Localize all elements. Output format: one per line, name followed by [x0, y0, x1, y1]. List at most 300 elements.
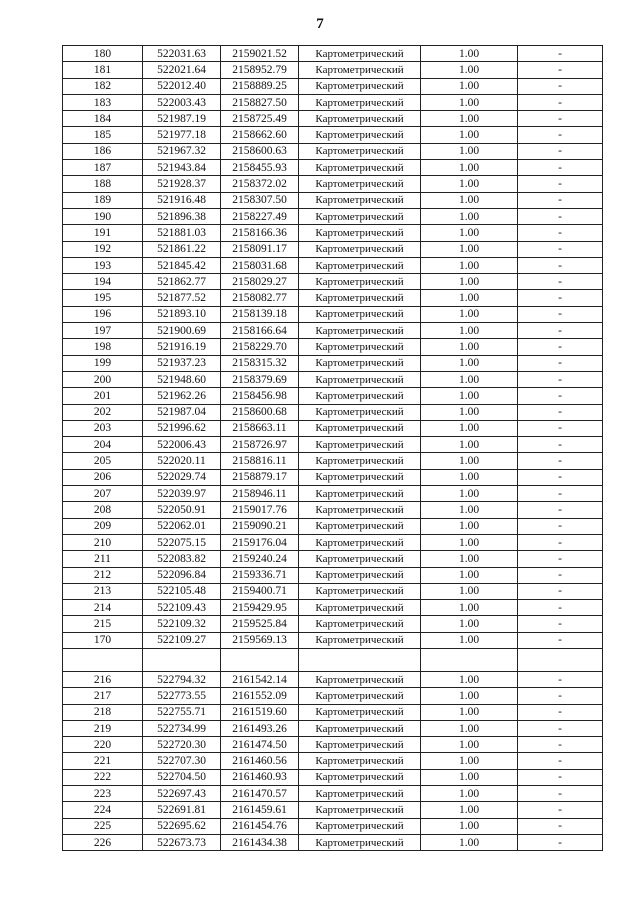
x-coordinate-cell: 522109.43 [143, 600, 221, 616]
precision-cell: 1.00 [421, 818, 518, 834]
method-cell: Картометрический [299, 274, 421, 290]
method-cell: Картометрический [299, 290, 421, 306]
y-coordinate-cell: 2161474.50 [221, 737, 299, 753]
point-number-cell: 205 [63, 453, 143, 469]
precision-cell: 1.00 [421, 257, 518, 273]
point-number-cell: 211 [63, 551, 143, 567]
group-separator [63, 648, 603, 671]
x-coordinate-cell: 522006.43 [143, 437, 221, 453]
point-number-cell: 192 [63, 241, 143, 257]
y-coordinate-cell: 2158946.11 [221, 486, 299, 502]
description-cell: - [518, 818, 603, 834]
precision-cell: 1.00 [421, 688, 518, 704]
precision-cell: 1.00 [421, 551, 518, 567]
y-coordinate-cell: 2159569.13 [221, 632, 299, 648]
precision-cell: 1.00 [421, 290, 518, 306]
method-cell: Картометрический [299, 567, 421, 583]
method-cell: Картометрический [299, 192, 421, 208]
x-coordinate-cell: 522695.62 [143, 818, 221, 834]
y-coordinate-cell: 2158029.27 [221, 274, 299, 290]
y-coordinate-cell: 2158889.25 [221, 78, 299, 94]
method-cell: Картометрический [299, 143, 421, 159]
table-row [63, 371, 603, 387]
method-cell: Картометрический [299, 388, 421, 404]
method-cell: Картометрический [299, 802, 421, 818]
x-coordinate-cell: 521916.19 [143, 339, 221, 355]
method-cell: Картометрический [299, 688, 421, 704]
table-row [63, 290, 603, 306]
description-cell: - [518, 46, 603, 62]
precision-cell: 1.00 [421, 518, 518, 534]
description-cell: - [518, 143, 603, 159]
precision-cell: 1.00 [421, 62, 518, 78]
method-cell: Картометрический [299, 486, 421, 502]
method-cell: Картометрический [299, 518, 421, 534]
y-coordinate-cell: 2161470.57 [221, 786, 299, 802]
precision-cell: 1.00 [421, 371, 518, 387]
point-number-cell: 181 [63, 62, 143, 78]
method-cell: Картометрический [299, 404, 421, 420]
point-number-cell: 221 [63, 753, 143, 769]
x-coordinate-cell: 522039.97 [143, 486, 221, 502]
x-coordinate-cell: 521987.19 [143, 111, 221, 127]
x-coordinate-cell: 522691.81 [143, 802, 221, 818]
precision-cell: 1.00 [421, 225, 518, 241]
precision-cell: 1.00 [421, 786, 518, 802]
y-coordinate-cell: 2159017.76 [221, 502, 299, 518]
description-cell: - [518, 306, 603, 322]
point-number-cell: 187 [63, 160, 143, 176]
point-number-cell: 195 [63, 290, 143, 306]
point-number-cell: 186 [63, 143, 143, 159]
point-number-cell: 202 [63, 404, 143, 420]
point-number-cell: 216 [63, 671, 143, 687]
table-row [63, 737, 603, 753]
description-cell: - [518, 802, 603, 818]
description-cell: - [518, 257, 603, 273]
x-coordinate-cell: 522031.63 [143, 46, 221, 62]
x-coordinate-cell: 522050.91 [143, 502, 221, 518]
precision-cell: 1.00 [421, 486, 518, 502]
y-coordinate-cell: 2159090.21 [221, 518, 299, 534]
x-coordinate-cell: 521877.52 [143, 290, 221, 306]
method-cell: Картометрический [299, 632, 421, 648]
x-coordinate-cell: 522029.74 [143, 469, 221, 485]
description-cell: - [518, 290, 603, 306]
y-coordinate-cell: 2158166.36 [221, 225, 299, 241]
precision-cell: 1.00 [421, 46, 518, 62]
point-number-cell: 203 [63, 420, 143, 436]
precision-cell: 1.00 [421, 769, 518, 785]
table-row [63, 818, 603, 834]
precision-cell: 1.00 [421, 339, 518, 355]
description-cell: - [518, 339, 603, 355]
y-coordinate-cell: 2158455.93 [221, 160, 299, 176]
y-coordinate-cell: 2158031.68 [221, 257, 299, 273]
description-cell: - [518, 111, 603, 127]
table-row [63, 94, 603, 110]
point-number-cell: 225 [63, 818, 143, 834]
description-cell: - [518, 720, 603, 736]
x-coordinate-cell: 521900.69 [143, 323, 221, 339]
table-row [63, 143, 603, 159]
x-coordinate-cell: 521881.03 [143, 225, 221, 241]
description-cell: - [518, 78, 603, 94]
x-coordinate-cell: 522083.82 [143, 551, 221, 567]
description-cell: - [518, 160, 603, 176]
precision-cell: 1.00 [421, 632, 518, 648]
method-cell: Картометрический [299, 160, 421, 176]
table-row [63, 518, 603, 534]
description-cell: - [518, 502, 603, 518]
y-coordinate-cell: 2159240.24 [221, 551, 299, 567]
precision-cell: 1.00 [421, 192, 518, 208]
description-cell: - [518, 241, 603, 257]
y-coordinate-cell: 2161552.09 [221, 688, 299, 704]
method-cell: Картометрический [299, 111, 421, 127]
precision-cell: 1.00 [421, 802, 518, 818]
description-cell: - [518, 616, 603, 632]
x-coordinate-cell: 522062.01 [143, 518, 221, 534]
point-number-cell: 208 [63, 502, 143, 518]
description-cell: - [518, 786, 603, 802]
x-coordinate-cell: 521928.37 [143, 176, 221, 192]
description-cell: - [518, 323, 603, 339]
method-cell: Картометрический [299, 737, 421, 753]
precision-cell: 1.00 [421, 737, 518, 753]
y-coordinate-cell: 2158082.77 [221, 290, 299, 306]
description-cell: - [518, 551, 603, 567]
description-cell: - [518, 600, 603, 616]
y-coordinate-cell: 2158456.98 [221, 388, 299, 404]
description-cell: - [518, 355, 603, 371]
y-coordinate-cell: 2159400.71 [221, 583, 299, 599]
x-coordinate-cell: 522720.30 [143, 737, 221, 753]
y-coordinate-cell: 2158379.69 [221, 371, 299, 387]
x-coordinate-cell: 521943.84 [143, 160, 221, 176]
x-coordinate-cell: 522012.40 [143, 78, 221, 94]
y-coordinate-cell: 2158166.64 [221, 323, 299, 339]
point-number-cell: 191 [63, 225, 143, 241]
y-coordinate-cell: 2158229.70 [221, 339, 299, 355]
table-row [63, 160, 603, 176]
description-cell: - [518, 486, 603, 502]
description-cell: - [518, 274, 603, 290]
table-row [63, 388, 603, 404]
table-row [63, 453, 603, 469]
precision-cell: 1.00 [421, 583, 518, 599]
table-row [63, 671, 603, 687]
precision-cell: 1.00 [421, 753, 518, 769]
description-cell: - [518, 420, 603, 436]
coordinates-table [62, 45, 603, 851]
method-cell: Картометрический [299, 127, 421, 143]
point-number-cell: 182 [63, 78, 143, 94]
y-coordinate-cell: 2158315.32 [221, 355, 299, 371]
precision-cell: 1.00 [421, 94, 518, 110]
description-cell: - [518, 632, 603, 648]
x-coordinate-cell: 521893.10 [143, 306, 221, 322]
table-row [63, 469, 603, 485]
precision-cell: 1.00 [421, 111, 518, 127]
description-cell: - [518, 388, 603, 404]
x-coordinate-cell: 522109.27 [143, 632, 221, 648]
point-number-cell: 180 [63, 46, 143, 62]
description-cell: - [518, 208, 603, 224]
x-coordinate-cell: 522773.55 [143, 688, 221, 704]
y-coordinate-cell: 2158600.63 [221, 143, 299, 159]
y-coordinate-cell: 2161493.26 [221, 720, 299, 736]
y-coordinate-cell: 2159021.52 [221, 46, 299, 62]
x-coordinate-cell: 522734.99 [143, 720, 221, 736]
x-coordinate-cell: 522096.84 [143, 567, 221, 583]
y-coordinate-cell: 2161542.14 [221, 671, 299, 687]
method-cell: Картометрический [299, 176, 421, 192]
method-cell: Картометрический [299, 371, 421, 387]
x-coordinate-cell: 522794.32 [143, 671, 221, 687]
point-number-cell: 184 [63, 111, 143, 127]
table-row [63, 616, 603, 632]
table-row [63, 437, 603, 453]
table-row [63, 355, 603, 371]
method-cell: Картометрический [299, 257, 421, 273]
method-cell: Картометрический [299, 420, 421, 436]
point-number-cell: 170 [63, 632, 143, 648]
x-coordinate-cell: 522003.43 [143, 94, 221, 110]
point-number-cell: 194 [63, 274, 143, 290]
coordinates-group-2 [63, 671, 603, 850]
coordinates-group-1 [63, 46, 603, 649]
table-row [63, 567, 603, 583]
precision-cell: 1.00 [421, 567, 518, 583]
point-number-cell: 218 [63, 704, 143, 720]
x-coordinate-cell: 521962.26 [143, 388, 221, 404]
table-row [63, 339, 603, 355]
x-coordinate-cell: 522075.15 [143, 534, 221, 550]
x-coordinate-cell: 522020.11 [143, 453, 221, 469]
point-number-cell: 214 [63, 600, 143, 616]
table-row [63, 786, 603, 802]
x-coordinate-cell: 522673.73 [143, 834, 221, 850]
y-coordinate-cell: 2158091.17 [221, 241, 299, 257]
precision-cell: 1.00 [421, 671, 518, 687]
x-coordinate-cell: 521948.60 [143, 371, 221, 387]
precision-cell: 1.00 [421, 388, 518, 404]
table-row [63, 257, 603, 273]
y-coordinate-cell: 2158600.68 [221, 404, 299, 420]
description-cell: - [518, 769, 603, 785]
table-row [63, 420, 603, 436]
method-cell: Картометрический [299, 453, 421, 469]
x-coordinate-cell: 522109.32 [143, 616, 221, 632]
method-cell: Картометрический [299, 306, 421, 322]
precision-cell: 1.00 [421, 404, 518, 420]
point-number-cell: 210 [63, 534, 143, 550]
description-cell: - [518, 737, 603, 753]
table-row [63, 127, 603, 143]
method-cell: Картометрический [299, 208, 421, 224]
y-coordinate-cell: 2161460.56 [221, 753, 299, 769]
point-number-cell: 190 [63, 208, 143, 224]
method-cell: Картометрический [299, 78, 421, 94]
table-row [63, 600, 603, 616]
precision-cell: 1.00 [421, 208, 518, 224]
x-coordinate-cell: 521896.38 [143, 208, 221, 224]
point-number-cell: 196 [63, 306, 143, 322]
description-cell: - [518, 94, 603, 110]
precision-cell: 1.00 [421, 453, 518, 469]
separator-row [63, 648, 603, 671]
y-coordinate-cell: 2161519.60 [221, 704, 299, 720]
point-number-cell: 223 [63, 786, 143, 802]
table-row [63, 502, 603, 518]
description-cell: - [518, 225, 603, 241]
precision-cell: 1.00 [421, 502, 518, 518]
method-cell: Картометрический [299, 225, 421, 241]
table-row [63, 802, 603, 818]
page-number: 7 [316, 16, 324, 32]
point-number-cell: 185 [63, 127, 143, 143]
description-cell: - [518, 62, 603, 78]
y-coordinate-cell: 2158227.49 [221, 208, 299, 224]
description-cell: - [518, 469, 603, 485]
table-row [63, 834, 603, 850]
point-number-cell: 220 [63, 737, 143, 753]
table-row [63, 486, 603, 502]
precision-cell: 1.00 [421, 704, 518, 720]
table-row [63, 534, 603, 550]
precision-cell: 1.00 [421, 469, 518, 485]
table-row [63, 306, 603, 322]
description-cell: - [518, 567, 603, 583]
method-cell: Картометрический [299, 551, 421, 567]
description-cell: - [518, 518, 603, 534]
method-cell: Картометрический [299, 616, 421, 632]
method-cell: Картометрический [299, 502, 421, 518]
method-cell: Картометрический [299, 355, 421, 371]
table-row [63, 62, 603, 78]
table-row [63, 688, 603, 704]
x-coordinate-cell: 522105.48 [143, 583, 221, 599]
table-row [63, 176, 603, 192]
point-number-cell: 222 [63, 769, 143, 785]
point-number-cell: 224 [63, 802, 143, 818]
table-row [63, 323, 603, 339]
table-row [63, 753, 603, 769]
method-cell: Картометрический [299, 769, 421, 785]
y-coordinate-cell: 2158372.02 [221, 176, 299, 192]
x-coordinate-cell: 522021.64 [143, 62, 221, 78]
table-row [63, 208, 603, 224]
method-cell: Картометрический [299, 469, 421, 485]
y-coordinate-cell: 2159429.95 [221, 600, 299, 616]
table-row [63, 274, 603, 290]
description-cell: - [518, 404, 603, 420]
method-cell: Картометрический [299, 818, 421, 834]
method-cell: Картометрический [299, 339, 421, 355]
description-cell: - [518, 127, 603, 143]
point-number-cell: 204 [63, 437, 143, 453]
y-coordinate-cell: 2158827.50 [221, 94, 299, 110]
description-cell: - [518, 834, 603, 850]
description-cell: - [518, 437, 603, 453]
table-row [63, 192, 603, 208]
point-number-cell: 201 [63, 388, 143, 404]
table-row [63, 720, 603, 736]
point-number-cell: 183 [63, 94, 143, 110]
precision-cell: 1.00 [421, 355, 518, 371]
point-number-cell: 199 [63, 355, 143, 371]
y-coordinate-cell: 2159176.04 [221, 534, 299, 550]
table-row [63, 769, 603, 785]
table-row [63, 404, 603, 420]
method-cell: Картометрический [299, 671, 421, 687]
point-number-cell: 189 [63, 192, 143, 208]
table-row [63, 583, 603, 599]
x-coordinate-cell: 522755.71 [143, 704, 221, 720]
table-row [63, 46, 603, 62]
precision-cell: 1.00 [421, 143, 518, 159]
point-number-cell: 197 [63, 323, 143, 339]
precision-cell: 1.00 [421, 437, 518, 453]
method-cell: Картометрический [299, 437, 421, 453]
point-number-cell: 213 [63, 583, 143, 599]
x-coordinate-cell: 521845.42 [143, 257, 221, 273]
method-cell: Картометрический [299, 720, 421, 736]
x-coordinate-cell: 521987.04 [143, 404, 221, 420]
y-coordinate-cell: 2159525.84 [221, 616, 299, 632]
precision-cell: 1.00 [421, 127, 518, 143]
description-cell: - [518, 753, 603, 769]
table-row [63, 704, 603, 720]
precision-cell: 1.00 [421, 274, 518, 290]
table-row [63, 225, 603, 241]
x-coordinate-cell: 521967.32 [143, 143, 221, 159]
x-coordinate-cell: 521996.62 [143, 420, 221, 436]
point-number-cell: 198 [63, 339, 143, 355]
point-number-cell: 193 [63, 257, 143, 273]
method-cell: Картометрический [299, 323, 421, 339]
description-cell: - [518, 583, 603, 599]
method-cell: Картометрический [299, 753, 421, 769]
method-cell: Картометрический [299, 834, 421, 850]
description-cell: - [518, 453, 603, 469]
description-cell: - [518, 371, 603, 387]
y-coordinate-cell: 2158726.97 [221, 437, 299, 453]
method-cell: Картометрический [299, 600, 421, 616]
y-coordinate-cell: 2161460.93 [221, 769, 299, 785]
description-cell: - [518, 704, 603, 720]
y-coordinate-cell: 2158139.18 [221, 306, 299, 322]
table-row [63, 241, 603, 257]
method-cell: Картометрический [299, 94, 421, 110]
precision-cell: 1.00 [421, 306, 518, 322]
y-coordinate-cell: 2158816.11 [221, 453, 299, 469]
precision-cell: 1.00 [421, 160, 518, 176]
description-cell: - [518, 534, 603, 550]
y-coordinate-cell: 2161434.38 [221, 834, 299, 850]
description-cell: - [518, 192, 603, 208]
precision-cell: 1.00 [421, 323, 518, 339]
y-coordinate-cell: 2159336.71 [221, 567, 299, 583]
precision-cell: 1.00 [421, 720, 518, 736]
x-coordinate-cell: 522697.43 [143, 786, 221, 802]
description-cell: - [518, 688, 603, 704]
table-row [63, 632, 603, 648]
x-coordinate-cell: 522704.50 [143, 769, 221, 785]
method-cell: Картометрический [299, 46, 421, 62]
description-cell: - [518, 671, 603, 687]
